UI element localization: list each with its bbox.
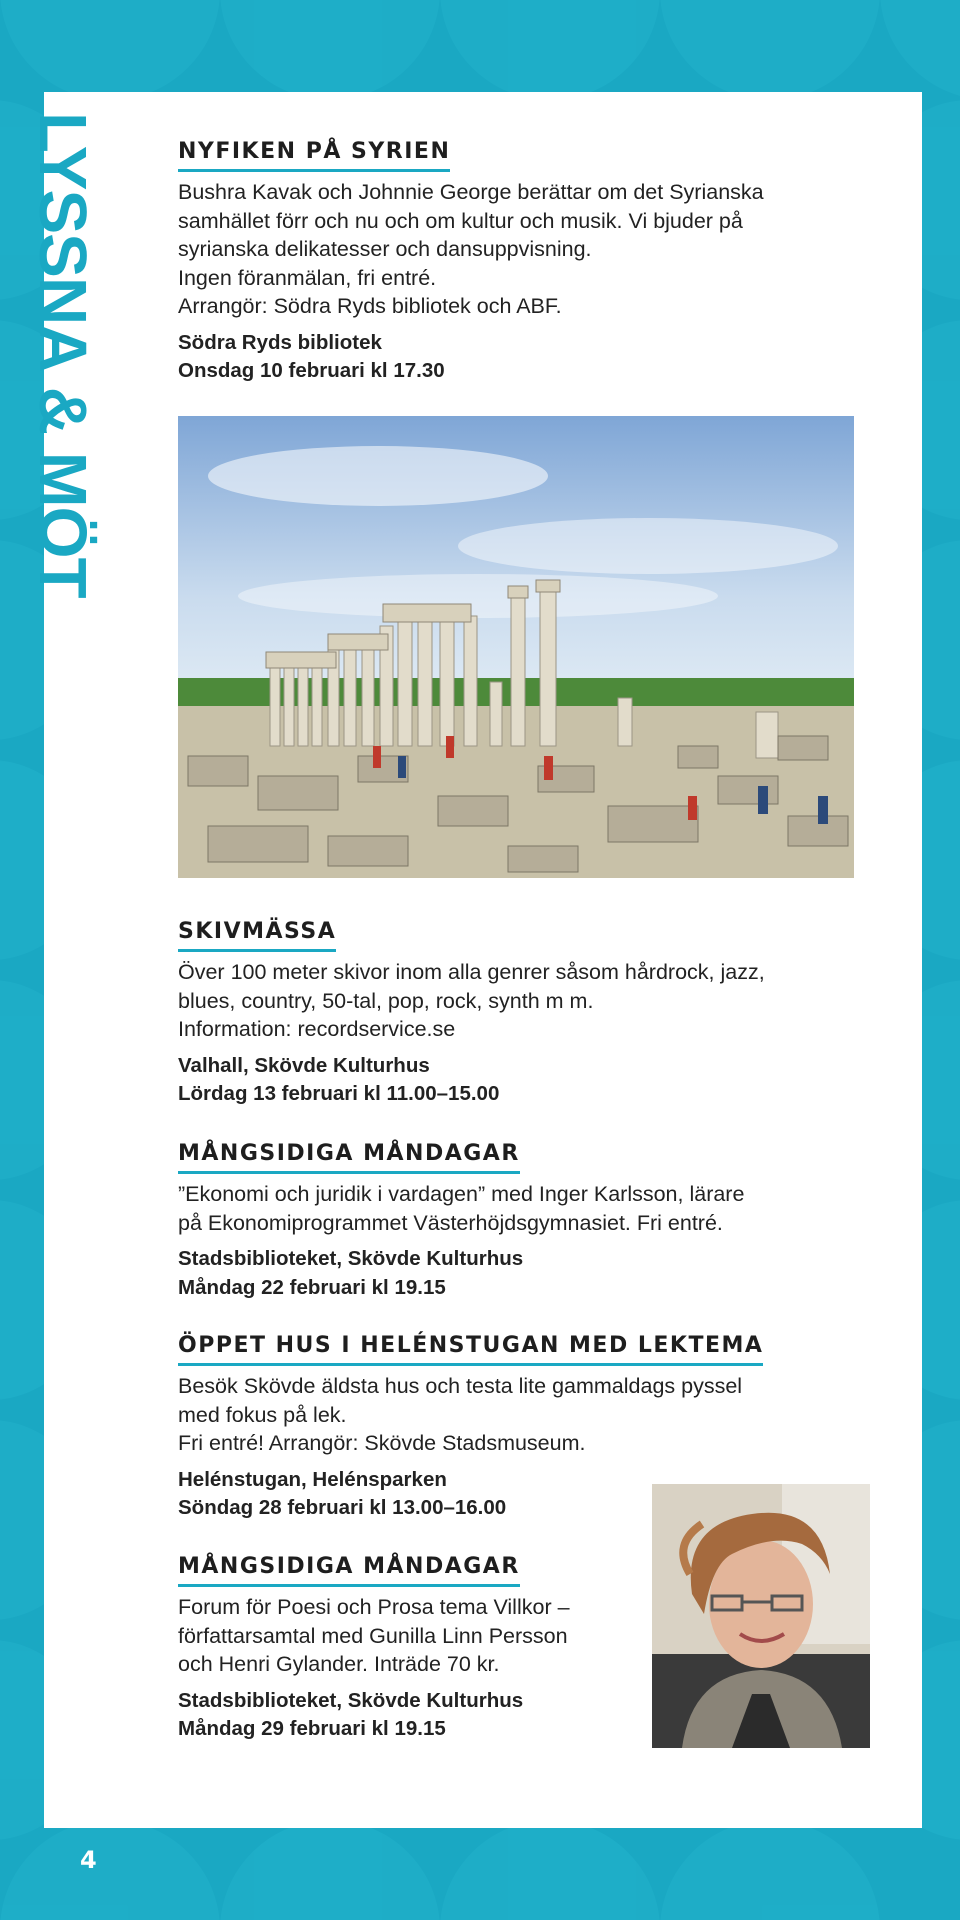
ruins-photo: [178, 416, 854, 878]
event-nyfiken-pa-syrien: [178, 140, 858, 386]
event-mangsidiga-mandagar-2: [178, 1555, 638, 1744]
event-place: Helénstugan, Helénsparken: [178, 1467, 447, 1491]
event-place: Valhall, Skövde Kulturhus: [178, 1053, 430, 1077]
event-time: Lördag 13 februari kl 11.00–15.00: [178, 1082, 500, 1106]
event-description: Bushra Kavak och Johnnie George berättar om det Syrianska samhället förr och nu och om kultur och musik. Vi bjuder på syrianska delikatesser och dansuppvisning. Ingen föranmälan, fri entré. Arrangör: Södra Ryds bibliotek och ABF.: [178, 180, 764, 319]
event-time: Måndag 22 februari kl 19.15: [178, 1275, 446, 1299]
event-description: Forum för Poesi och Prosa tema Villkor – författarsamtal med Gunilla Linn Persson och Henri Gylander. Inträde 70 kr.: [178, 1595, 570, 1677]
portrait-photo: [652, 1484, 870, 1748]
event-place: Stadsbiblioteket, Skövde Kulturhus: [178, 1688, 524, 1712]
event-place: Södra Ryds bibliotek: [178, 330, 382, 354]
event-description: ”Ekonomi och juridik i vardagen” med Inger Karlsson, lärare på Ekonomiprogrammet Västerhöjdsgymnasiet. Fri entré.: [178, 1182, 745, 1235]
event-title: ÖPPET HUS I HELÉNSTUGAN MED LEKTEMA: [178, 1334, 763, 1366]
event-description: Besök Skövde äldsta hus och testa lite gammaldags pyssel med fokus på lek. Fri entré! Arrangör: Skövde Stadsmuseum.: [178, 1374, 743, 1456]
event-title: NYFIKEN PÅ SYRIEN: [178, 140, 450, 172]
event-time: Måndag 29 februari kl 19.15: [178, 1717, 446, 1741]
event-time: Söndag 28 februari kl 13.00–16.00: [178, 1496, 507, 1520]
event-time: Onsdag 10 februari kl 17.30: [178, 359, 445, 383]
event-place: Stadsbiblioteket, Skövde Kulturhus: [178, 1247, 524, 1271]
event-title: MÅNGSIDIGA MÅNDAGAR: [178, 1142, 520, 1174]
event-title: MÅNGSIDIGA MÅNDAGAR: [178, 1555, 520, 1587]
event-title: SKIVMÄSSA: [178, 920, 336, 952]
event-description: Över 100 meter skivor inom alla genrer såsom hårdrock, jazz, blues, country, 50-tal, pop, rock, synth m m. Information: recordservice.se: [178, 960, 765, 1042]
page-number: 4: [80, 1846, 97, 1874]
event-mangsidiga-mandagar-1: [178, 1142, 858, 1302]
event-skivmassa: [178, 920, 858, 1109]
section-title: LYSSNA & MÖT: [25, 112, 100, 598]
